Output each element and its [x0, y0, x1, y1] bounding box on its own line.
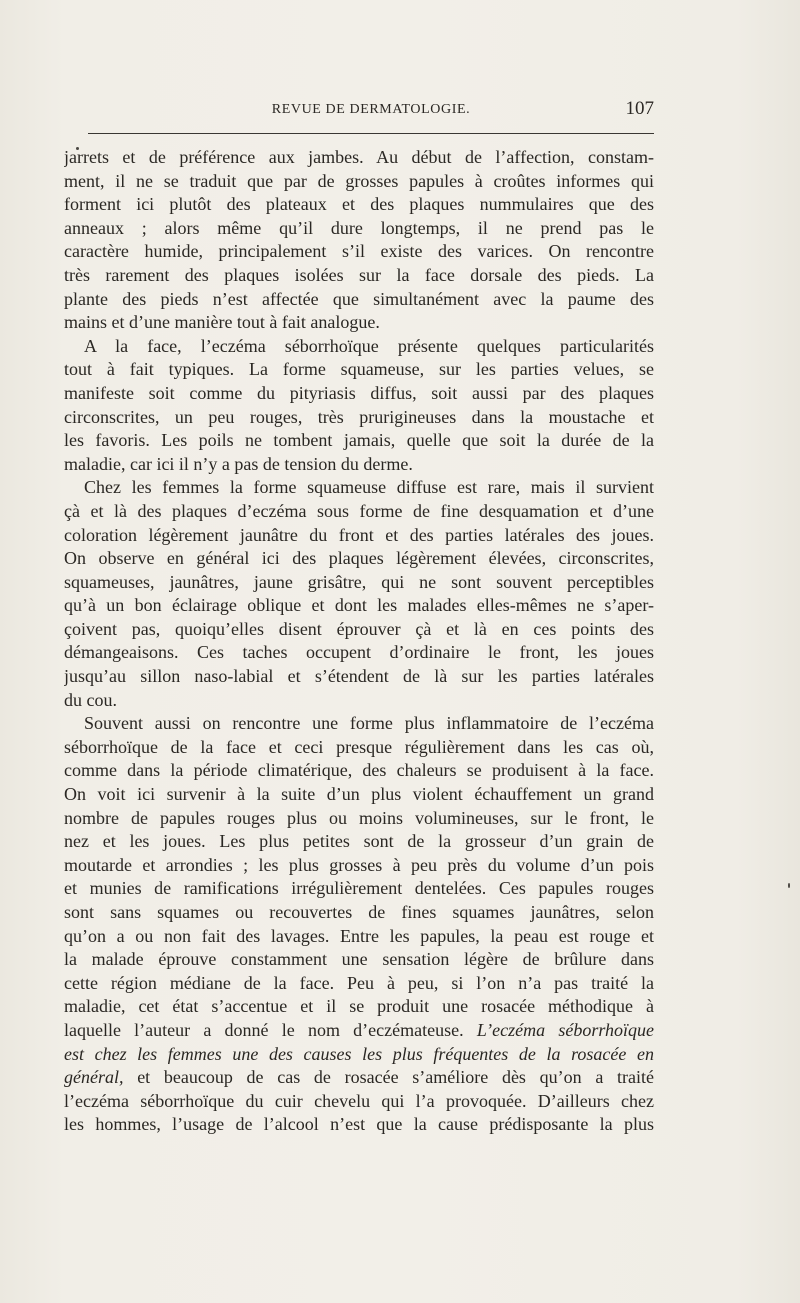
text-segment: laquelle l’auteur a donné le nom d’eczémateuse.	[64, 1019, 464, 1040]
text-line: çà et là des plaques d’eczéma sous forme de fine desquamation et d’une	[64, 500, 654, 521]
text-line: forment ici plutôt des plateaux et des plaques nummulaires que des	[64, 194, 654, 215]
italic-segment: est chez les femmes une des causes les plus fréquentes de la rosacée en	[64, 1043, 654, 1064]
text-segment: et beaucoup de cas de rosacée s’améliore dès qu’on a traité	[137, 1067, 654, 1088]
text-line: squameuses, jaunâtres, jaune grisâtre, qui ne sont souvent perceptibles	[64, 571, 654, 592]
italic-segment: général,	[64, 1067, 124, 1088]
text-line: du cou.	[64, 689, 117, 710]
text-line: cette région médiane de la face. Peu à peu, si l’on n’a pas traité la	[64, 972, 654, 993]
text-line: nombre de papules rouges plus ou moins volumineuses, sur le front, le	[64, 807, 654, 828]
text-line: comme dans la période climatérique, des chaleurs se produisent à la face.	[64, 760, 654, 781]
text-line: manifeste soit comme du pityriasis diffus, soit aussi par des plaques	[64, 382, 654, 403]
text-line: démangeaisons. Ces taches occupent d’ordinaire le front, les joues	[64, 642, 654, 663]
text-line	[64, 1043, 654, 1067]
text-line: Souvent aussi on rencontre une forme plus inflammatoire de l’eczéma	[84, 713, 654, 734]
text-line: coloration légèrement jaunâtre du front et des parties latérales des joues.	[64, 524, 654, 545]
text-line: nez et les joues. Les plus petites sont de la grosseur d’un grain de	[64, 831, 654, 852]
text-line: On observe en général ici des plaques légèrement élevées, circonscrites,	[64, 548, 654, 569]
text-line: caractère humide, principalement s’il existe des varices. On rencontre	[64, 241, 654, 262]
text-line: séborrhoïque de la face et ceci presque régulièrement dans les cas où,	[64, 736, 654, 757]
text-line: A la face, l’eczéma séborrhoïque présente quelques particularités	[84, 335, 654, 356]
text-line: maladie, car ici il n’y a pas de tension du derme.	[64, 453, 413, 474]
running-head	[88, 100, 654, 124]
text-line: qu’on a ou non fait des lavages. Entre les papules, la peau est rouge et	[64, 925, 654, 946]
text-line: çoivent pas, quoiqu’elles disent éprouver çà et là en ces points des	[64, 618, 654, 639]
running-title: REVUE DE DERMATOLOGIE.	[271, 102, 471, 117]
text-line: sont sans squames ou recouvertes de fines squames jaunâtres, selon	[64, 902, 654, 922]
text-line: circonscrites, un peu rouges, très prurigineuses dans la moustache et	[64, 406, 654, 427]
text-line: et munies de ramifications irrégulièrement dentelées. Ces papules rouges	[64, 878, 654, 899]
text-line: jusqu’au sillon naso-labial et s’étendent de là sur les parties latérales	[64, 666, 654, 687]
text-line: mains et d’une manière tout à fait analogue.	[64, 312, 380, 333]
text-line	[64, 1019, 654, 1043]
header-rule	[88, 133, 654, 134]
text-line: la malade éprouve constamment une sensation légère de brûlure dans	[64, 949, 654, 970]
page-number: 107	[625, 98, 654, 119]
text-line: jarrets et de préférence aux jambes. Au début de l’affection, constam-	[64, 147, 654, 167]
text-line: tout à fait typiques. La forme squameuse, sur les parties velues, se	[64, 359, 654, 380]
text-line	[64, 1066, 654, 1090]
text-line: maladie, cet état s’accentue et il se produit une rosacée méthodique à	[64, 996, 654, 1017]
text-line: qu’à un bon éclairage oblique et dont les malades elles-mêmes ne s’aper-	[64, 595, 654, 616]
text-line: plante des pieds n’est affectée que simultanément avec la paume des	[64, 288, 654, 309]
text-line: moutarde et arrondies ; les plus grosses à peu près du volume d’un pois	[64, 854, 654, 875]
text-line: On voit ici survenir à la suite d’un plus violent échauffement un grand	[64, 784, 654, 805]
body-text	[64, 146, 654, 1137]
text-line: anneaux ; alors même qu’il dure longtemps, il ne prend pas le	[64, 217, 654, 238]
text-line: ment, il ne se traduit que par de grosses papules à croûtes informes qui	[64, 170, 654, 191]
italic-segment: L’eczéma séborrhoïque	[476, 1019, 654, 1040]
text-line: très rarement des plaques isolées sur la face dorsale des pieds. La	[64, 264, 654, 285]
ink-speck	[788, 883, 790, 888]
text-line: les hommes, l’usage de l’alcool n’est que la cause prédisposante la plus	[64, 1114, 654, 1135]
text-line: les favoris. Les poils ne tombent jamais, quelle que soit la durée de la	[64, 430, 654, 451]
text-line: Chez les femmes la forme squameuse diffuse est rare, mais il survient	[84, 477, 654, 498]
text-line: l’eczéma séborrhoïque du cuir chevelu qui l’a provoquée. D’ailleurs chez	[64, 1090, 654, 1111]
